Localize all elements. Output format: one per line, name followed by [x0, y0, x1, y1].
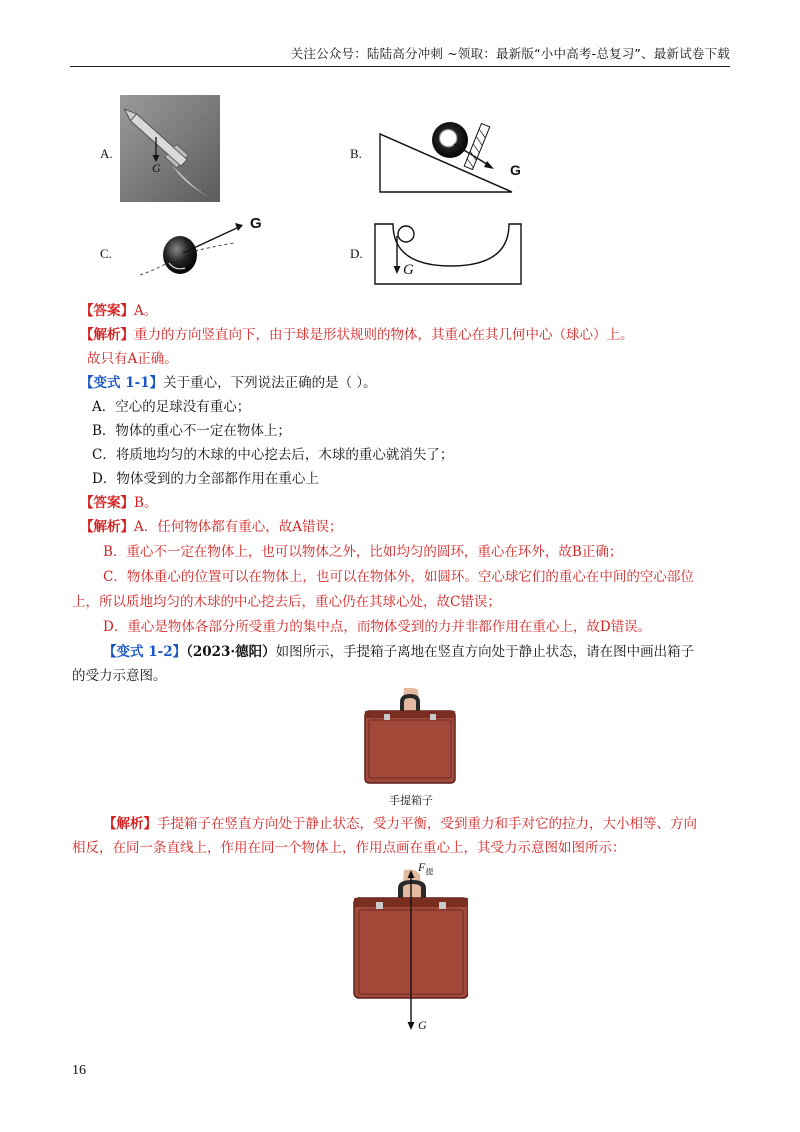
briefcase-caption: 手提箱子	[389, 794, 433, 807]
variant-1-2-analysis-line2: 相反，在同一条直线上，作用在同一个物体上，作用点画在重心上，其受力示意图如图所示：	[72, 840, 626, 856]
variant-1-1-question: 【变式 1-1】关于重心，下列说法正确的是（ ）。	[80, 375, 377, 391]
gravity-label-b: G	[510, 162, 521, 178]
variant-1-1-option-b: B．物体的重心不一定在物体上；	[92, 423, 291, 439]
variant-1-1-analysis-b: B．重心不一定在物体上，也可以物体之外，比如均匀的圆环，重心在环外，故B正确；	[103, 544, 623, 560]
header-rule	[70, 66, 730, 67]
page-number: 16	[72, 1063, 86, 1078]
gravity-label-a: G	[152, 161, 161, 175]
variant-1-2-question: 【变式 1-2】（2023·德阳）如图所示，手提箱子离地在竖直方向处于静止状态，请在图中画出箱子	[103, 644, 695, 660]
bowl-ball-figure	[373, 222, 523, 286]
slope-ball-figure	[378, 118, 528, 196]
option-a-letter: A.	[100, 146, 113, 161]
briefcase-image	[360, 688, 460, 786]
variant-1-2-analysis: 【解析】手提箱子在竖直方向处于静止状态，受力平衡，受到重力和手对它的拉力，大小相等、方向	[103, 816, 697, 832]
variant-1-1-option-d: D．物体受到的力全部都作用在重心上	[92, 471, 319, 487]
flying-ball-figure	[135, 213, 275, 283]
option-c-letter: C.	[100, 246, 112, 261]
gravity-label-c: G	[250, 215, 262, 232]
gravity-label-d: G	[403, 262, 414, 278]
option-d-letter: D.	[350, 246, 363, 261]
page-header: 关注公众号：陆陆高分冲刺 ~领取：最新版“小中高考-总复习”、最新试卷下载	[290, 46, 730, 61]
q1-answer: 【答案】A。	[80, 303, 158, 319]
q1-analysis-line2: 故只有A正确。	[87, 351, 178, 367]
briefcase-force-diagram	[348, 858, 468, 1036]
variant-1-2-question-line2: 的受力示意图。	[72, 668, 167, 684]
q1-analysis: 【解析】重力的方向竖直向下，由于球是形状规则的物体，其重心在其几何中心（球心）上。	[80, 327, 634, 343]
variant-1-1-analysis-a: 【解析】A．任何物体都有重心，故A错误；	[80, 519, 343, 535]
variant-1-1-analysis-d: D．重心是物体各部分所受重力的集中点，而物体受到的力并非都作用在重心上，故D错误。	[103, 619, 652, 635]
variant-1-1-answer: 【答案】B。	[80, 495, 158, 511]
variant-1-1-analysis-c1: C．物体重心的位置可以在物体上，也可以在物体外，如圆环。空心球它们的重心在中间的空心部位	[103, 569, 694, 585]
lift-force-label: $F_提$	[418, 860, 434, 877]
rocket-figure	[120, 95, 220, 202]
option-b-letter: B.	[350, 146, 362, 161]
variant-1-1-option-a: A．空心的足球没有重心；	[92, 399, 251, 415]
variant-1-1-option-c: C．将质地均匀的木球的中心挖去后，木球的重心就消失了；	[92, 447, 454, 463]
gravity-force-label: G	[418, 1018, 427, 1032]
variant-1-1-analysis-c2: 上，所以质地均匀的木球的中心挖去后，重心仍在其球心处，故C错误；	[72, 594, 501, 610]
